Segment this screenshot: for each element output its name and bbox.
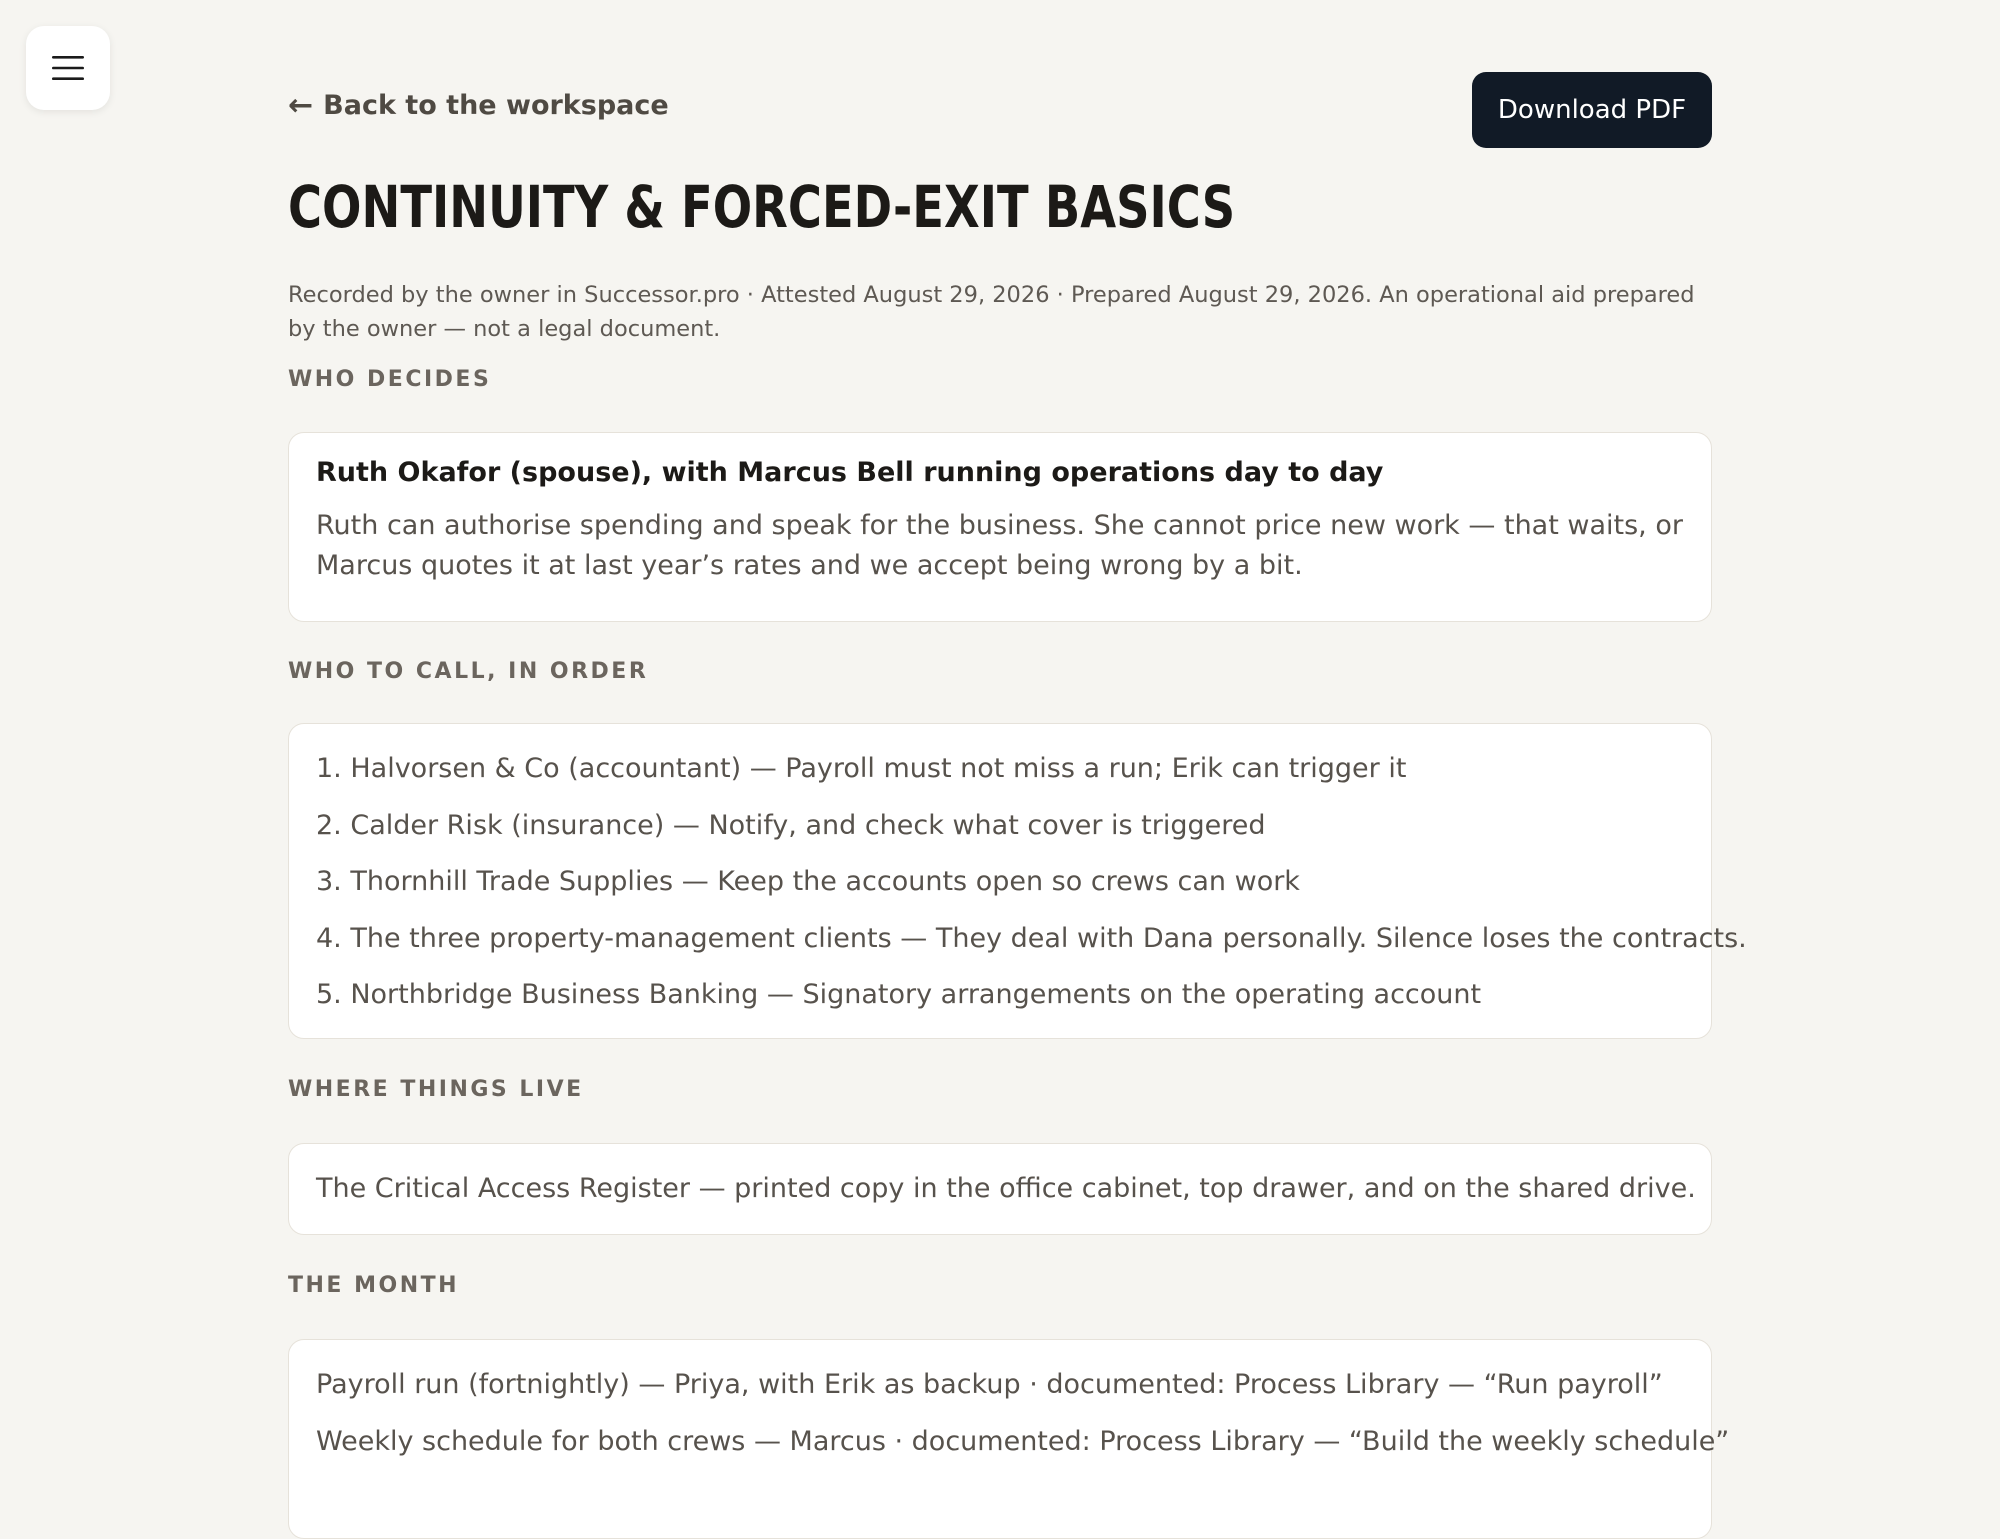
call-list-item: 1. Halvorsen & Co (accountant) — Payroll must not miss a run; Erik can trigger it — [316, 753, 1407, 784]
decision-maker-description: Ruth can authorise spending and speak for the business. She cannot price new work — that waits, or Marcus quotes it at last year’s rates and we accept being wrong by a bit. — [316, 510, 1683, 581]
call-list-item: 4. The three property-management clients — They deal with Dana personally. Silence loses the contracts. — [316, 922, 1747, 954]
storage-location-text: The Critical Access Register — printed copy in the office cabinet, top drawer, and on the shared drive. — [316, 1173, 1696, 1204]
section-label-who-to-call: WHO TO CALL, IN ORDER — [288, 659, 649, 684]
decision-maker-title: Ruth Okafor (spouse), with Marcus Bell running operations day to day — [316, 457, 1384, 488]
menu-button[interactable] — [26, 26, 110, 110]
who-decides-card — [288, 432, 1712, 622]
where-things-live-card — [288, 1143, 1712, 1235]
call-list-item: 2. Calder Risk (insurance) — Notify, and check what cover is triggered — [316, 809, 1266, 841]
document-meta: Recorded by the owner in Successor.pro · Attested August 29, 2026 · Prepared August 29, 2026. An operational aid prepared by the owner — not a legal document. — [288, 282, 1695, 342]
left-arrow-icon: ← — [288, 87, 314, 123]
who-to-call-card — [288, 723, 1747, 1039]
hamburger-menu-icon — [51, 55, 85, 81]
back-to-workspace-link[interactable] — [288, 87, 669, 123]
section-label-who-decides: WHO DECIDES — [288, 367, 492, 392]
the-month-card — [288, 1339, 1730, 1539]
section-label-where-things-live: WHERE THINGS LIVE — [288, 1077, 584, 1102]
top-bar — [288, 0, 1712, 150]
call-list-item: 5. Northbridge Business Banking — Signatory arrangements on the operating account — [316, 979, 1482, 1010]
call-list-item: 3. Thornhill Trade Supplies — Keep the accounts open so crews can work — [316, 866, 1300, 897]
page-title: CONTINUITY & FORCED-EXIT BASICS — [288, 173, 1236, 241]
section-label-the-month: THE MONTH — [288, 1273, 460, 1298]
monthly-task-item: Weekly schedule for both crews — Marcus · documented: Process Library — “Build the weekly schedule” — [316, 1425, 1730, 1457]
monthly-task-item: Payroll run (fortnightly) — Priya, with Erik as backup · documented: Process Library — “Run payroll” — [316, 1369, 1663, 1400]
back-link-label: Back to the workspace — [323, 90, 669, 121]
download-pdf-button[interactable]: Download PDF — [1472, 72, 1712, 148]
document-page — [288, 0, 1747, 1539]
